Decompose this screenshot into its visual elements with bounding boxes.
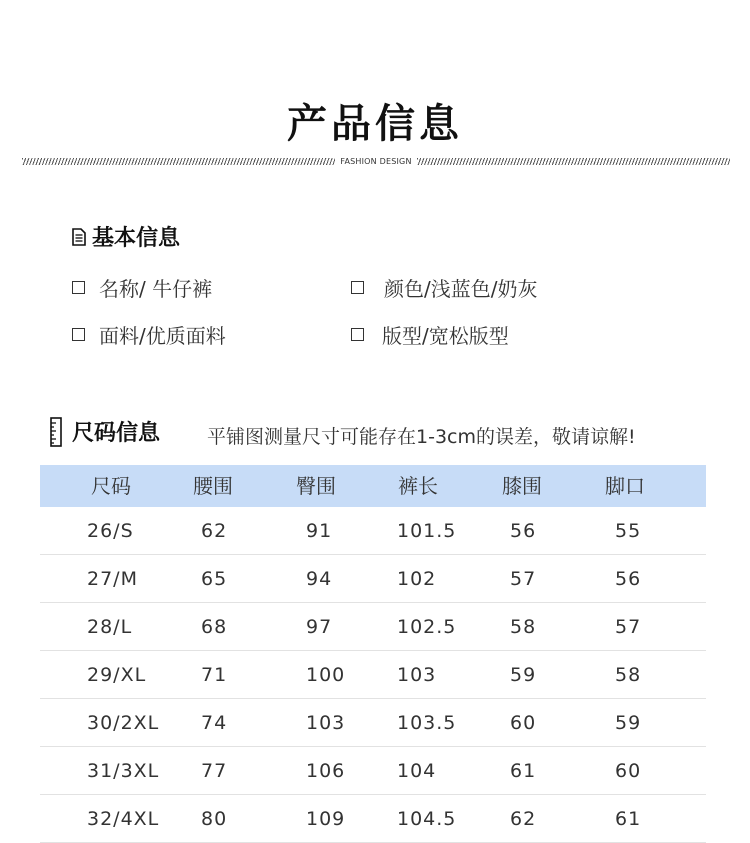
table-cell: 103	[306, 712, 346, 734]
page-title: 产品信息	[287, 101, 463, 147]
table-cell: 57	[615, 616, 642, 638]
table-cell: 32/4XL	[87, 808, 160, 830]
divider-hatch-left	[22, 158, 335, 165]
checkbox-icon	[72, 328, 85, 341]
table-cell: 100	[306, 664, 346, 686]
table-cell: 31/3XL	[87, 760, 160, 782]
table-cell: 91	[306, 520, 333, 542]
table-cell: 62	[510, 808, 537, 830]
info-item-name	[72, 273, 212, 302]
size-measurement-note: 平铺图测量尺寸可能存在1-3cm的误差，敬请谅解!	[207, 426, 636, 448]
table-row	[40, 795, 706, 843]
header-cell-hip: 臀围	[296, 474, 336, 498]
header-cell-size: 尺码	[91, 474, 131, 498]
table-cell: 58	[615, 664, 642, 686]
header-cell-waist: 腰围	[193, 474, 233, 498]
table-row	[40, 555, 706, 603]
table-row	[40, 699, 706, 747]
info-item-color	[351, 273, 537, 302]
divider-hatch-right	[417, 158, 730, 165]
table-cell: 56	[615, 568, 642, 590]
table-cell: 30/2XL	[87, 712, 160, 734]
info-item-label: 面料/优质面料	[99, 324, 226, 348]
table-cell: 60	[510, 712, 537, 734]
table-cell: 102	[397, 568, 437, 590]
table-row	[40, 507, 706, 555]
checkbox-icon	[72, 281, 85, 294]
table-cell: 28/L	[87, 616, 133, 638]
table-cell: 106	[306, 760, 346, 782]
table-row	[40, 747, 706, 795]
table-cell: 80	[201, 808, 228, 830]
header-cell-knee: 膝围	[502, 474, 542, 498]
table-cell: 94	[306, 568, 333, 590]
section-divider	[22, 155, 730, 167]
table-cell: 27/M	[87, 568, 138, 590]
table-cell: 61	[510, 760, 537, 782]
divider-text: FASHION DESIGN	[340, 156, 412, 166]
table-cell: 29/XL	[87, 664, 147, 686]
table-cell: 65	[201, 568, 228, 590]
table-cell: 26/S	[87, 520, 134, 542]
table-cell: 68	[201, 616, 228, 638]
table-row	[40, 651, 706, 699]
header-cell-length: 裤长	[398, 474, 438, 498]
table-cell: 59	[615, 712, 642, 734]
table-cell: 56	[510, 520, 537, 542]
size-info-heading	[50, 416, 160, 447]
basic-info-heading	[72, 221, 180, 252]
info-item-label: 版型/宽松版型	[382, 324, 509, 348]
info-item-label: 颜色/浅蓝色/奶灰	[384, 277, 538, 301]
document-icon	[72, 228, 86, 246]
table-cell: 101.5	[397, 520, 457, 542]
table-cell: 102.5	[397, 616, 457, 638]
table-cell: 104.5	[397, 808, 457, 830]
basic-info-heading-label: 基本信息	[92, 226, 181, 251]
size-table	[40, 465, 706, 843]
table-cell: 62	[201, 520, 228, 542]
table-cell: 74	[201, 712, 228, 734]
table-cell: 71	[201, 664, 228, 686]
info-item-fit	[351, 320, 509, 349]
table-cell: 77	[201, 760, 228, 782]
table-cell: 61	[615, 808, 642, 830]
table-cell: 109	[306, 808, 346, 830]
ruler-icon	[50, 417, 62, 447]
header-cell-hem: 脚口	[605, 474, 645, 498]
table-cell: 60	[615, 760, 642, 782]
checkbox-icon	[351, 281, 364, 294]
table-cell: 97	[306, 616, 333, 638]
table-cell: 104	[397, 760, 437, 782]
table-cell: 57	[510, 568, 537, 590]
info-item-label: 名称/ 牛仔裤	[99, 277, 213, 301]
size-info-heading-label: 尺码信息	[72, 421, 161, 446]
table-cell: 55	[615, 520, 642, 542]
table-cell: 103.5	[397, 712, 457, 734]
info-item-fabric	[72, 320, 226, 349]
size-table-header	[40, 465, 706, 507]
table-cell: 59	[510, 664, 537, 686]
table-cell: 103	[397, 664, 437, 686]
checkbox-icon	[351, 328, 364, 341]
table-row	[40, 603, 706, 651]
table-cell: 58	[510, 616, 537, 638]
